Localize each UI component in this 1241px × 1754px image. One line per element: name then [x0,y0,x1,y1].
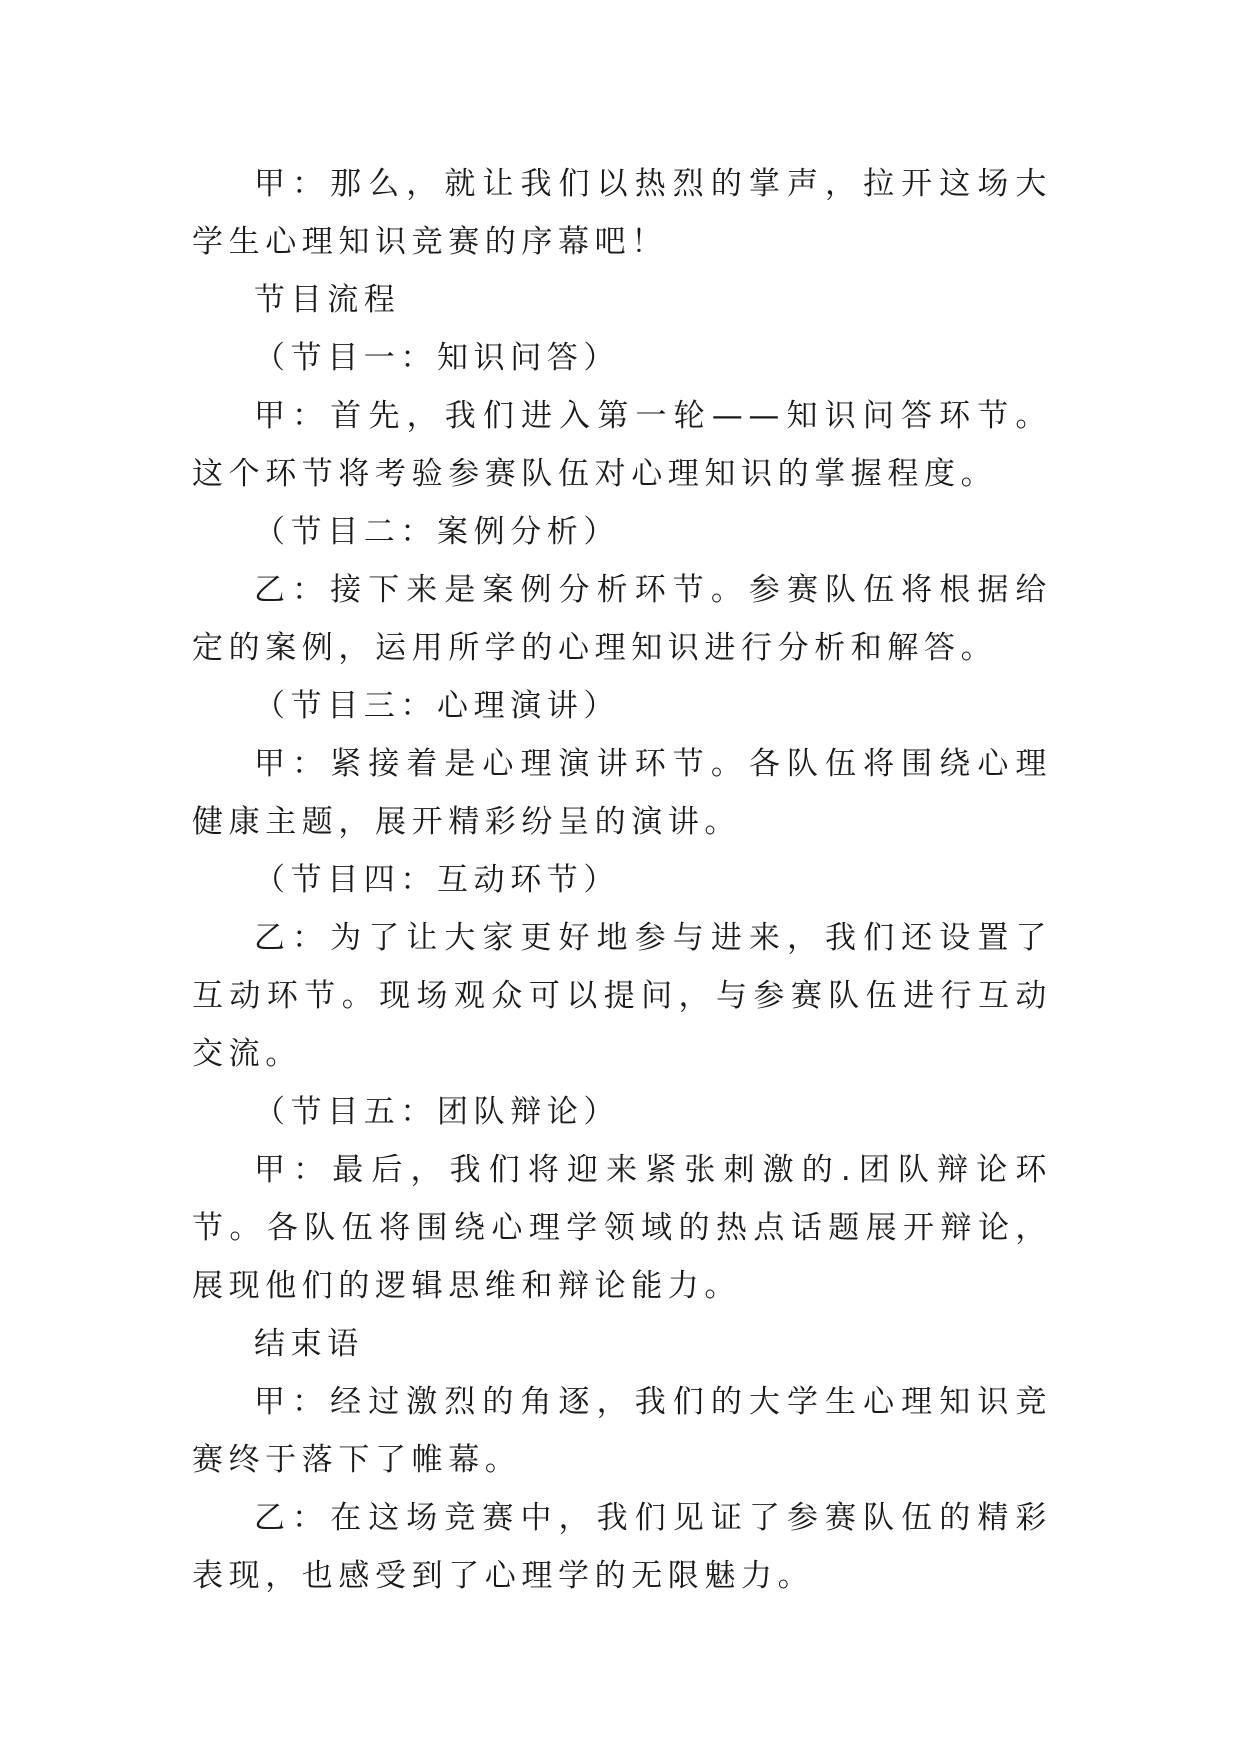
document-page [192,155,1052,1605]
dialogue-paragraph: 甲：紧接着是心理演讲环节。各队伍将围绕心理健康主题，展开精彩纷呈的演讲。 [192,746,1052,840]
section-heading-program-flow: 节目流程 [254,282,401,318]
dialogue-paragraph: 乙：在这场竞赛中，我们见证了参赛队伍的精彩表现，也感受到了心理学的无限魅力。 [192,1500,1052,1594]
program-title: （节目二：案例分析） [254,514,620,550]
dialogue-paragraph: 甲：最后，我们将迎来紧张刺激的.团队辩论环节。各队伍将围绕心理学领域的热点话题展开辩论，展现他们的逻辑思维和辩论能力。 [192,1152,1052,1304]
program-title: （节目三：心理演讲） [254,688,620,724]
section-heading-closing: 结束语 [254,1326,364,1362]
program-title: （节目五：团队辩论） [254,1094,620,1130]
program-title: （节目四：互动环节） [254,862,620,898]
dialogue-paragraph: 甲：首先，我们进入第一轮——知识问答环节。这个环节将考验参赛队伍对心理知识的掌握程度。 [192,398,1052,492]
dialogue-paragraph: 甲：经过激烈的角逐，我们的大学生心理知识竞赛终于落下了帷幕。 [192,1384,1052,1478]
program-title: （节目一：知识问答） [254,340,620,376]
dialogue-paragraph: 乙：接下来是案例分析环节。参赛队伍将根据给定的案例，运用所学的心理知识进行分析和解答。 [192,572,1052,666]
dialogue-paragraph: 甲：那么，就让我们以热烈的掌声，拉开这场大学生心理知识竞赛的序幕吧！ [192,166,1052,260]
dialogue-paragraph: 乙：为了让大家更好地参与进来，我们还设置了互动环节。现场观众可以提问，与参赛队伍进行互动交流。 [192,920,1052,1072]
